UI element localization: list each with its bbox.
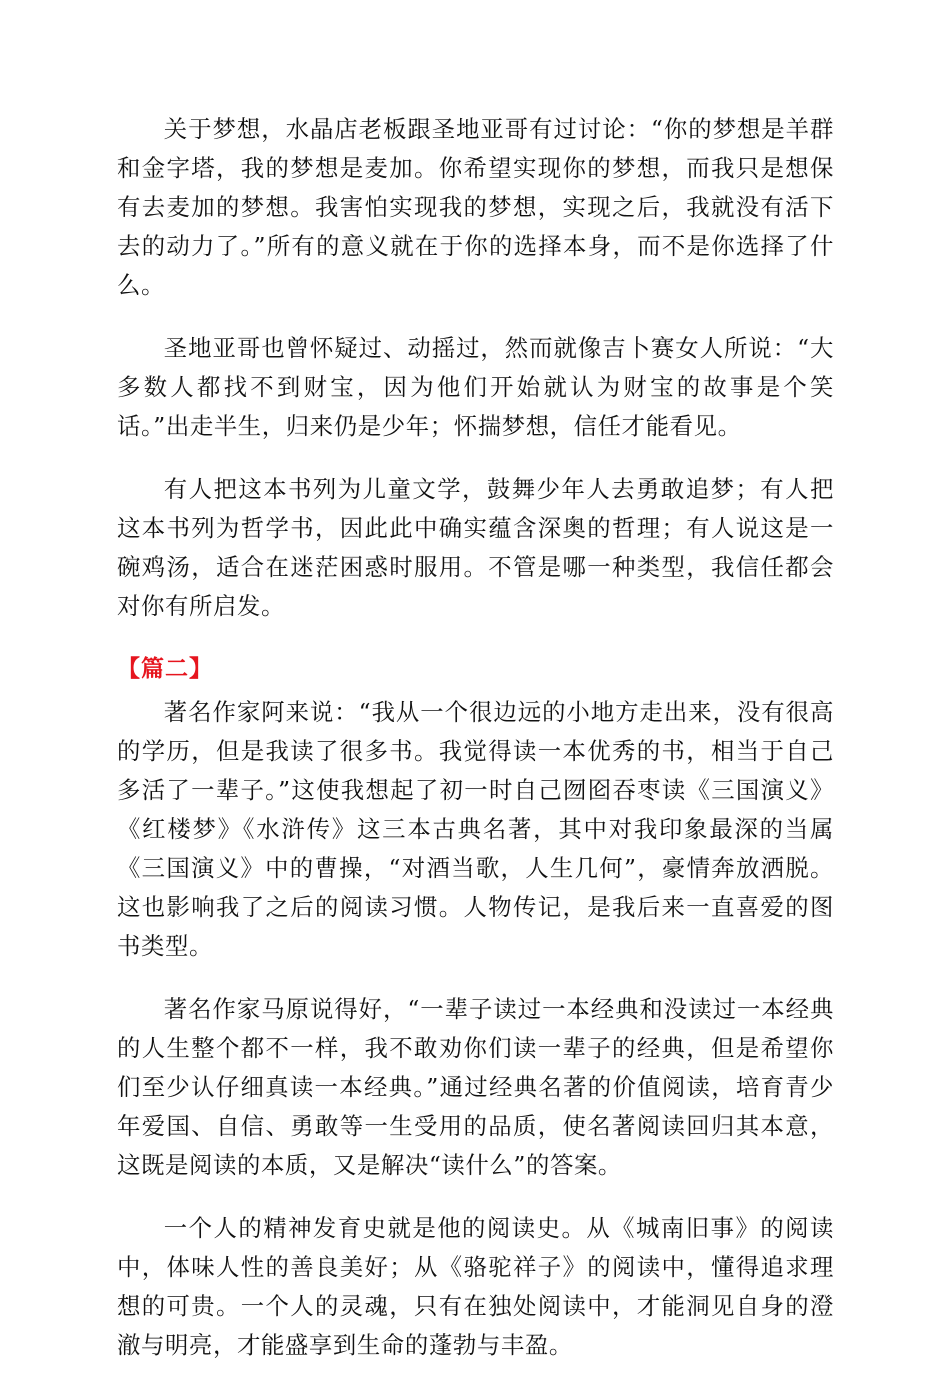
paragraph-dream-discussion: 关于梦想，水晶店老板跟圣地亚哥有过讨论：“你的梦想是羊群和金字塔，我的梦想是麦加。你希望实现你的梦想，而我只是想保有去麦加的梦想。我害怕实现我的梦想，实现之后，我就没有活下去的动力了。”所有的意义就在于你的选择本身，而不是你选择了什么。 [117,115,834,299]
paragraph-alai-quote: 著名作家阿来说：“我从一个很边远的小地方走出来，没有很高的学历，但是我读了很多书。我觉得读一本优秀的书，相当于自己多活了一辈子。”这使我想起了初一时自己囫囵吞枣读《三国演义》《红楼梦》《水浒传》这三本古典名著，其中对我印象最深的当属《三国演义》中的曹操，“对酒当歌，人生几何”，豪情奔放洒脱。这也影响我了之后的阅读习惯。人物传记，是我后来一直喜爱的图书类型。 [117,698,834,960]
section-heading: 【篇二】 [117,656,213,682]
paragraph-santiago-doubt: 圣地亚哥也曾怀疑过、动摇过，然而就像吉卜赛女人所说：“大多数人都找不到财宝，因为他们开始就认为财宝的故事是个笑话。”出走半生，归来仍是少年；怀揣梦想，信任才能看见。 [117,334,834,440]
document-page [117,110,834,1389]
paragraph-mayuan-quote: 著名作家马原说得好，“一辈子读过一本经典和没读过一本经典的人生整个都不一样，我不敢劝你们读一辈子的经典，但是希望你们至少认仔细真读一本经典。”通过经典名著的价值阅读，培育青少年爱国、自信、勇敢等一生受用的品质，使名著阅读回归其本意，这既是阅读的本质，又是解决“读什么”的答案。 [117,995,834,1179]
paragraph-reading-history: 一个人的精神发育史就是他的阅读史。从《城南旧事》的阅读中，体味人性的善良美好；从《骆驼祥子》的阅读中，懂得追求理想的可贵。一个人的灵魂，只有在独处阅读中，才能洞见自身的澄澈与明亮，才能盛享到生命的蓬勃与丰盈。 [117,1214,834,1359]
paragraph-book-genres: 有人把这本书列为儿童文学，鼓舞少年人去勇敢追梦；有人把这本书列为哲学书，因此此中确实蕴含深奥的哲理；有人说这是一碗鸡汤，适合在迷茫困惑时服用。不管是哪一种类型，我信任都会对你有所启发。 [117,475,834,620]
